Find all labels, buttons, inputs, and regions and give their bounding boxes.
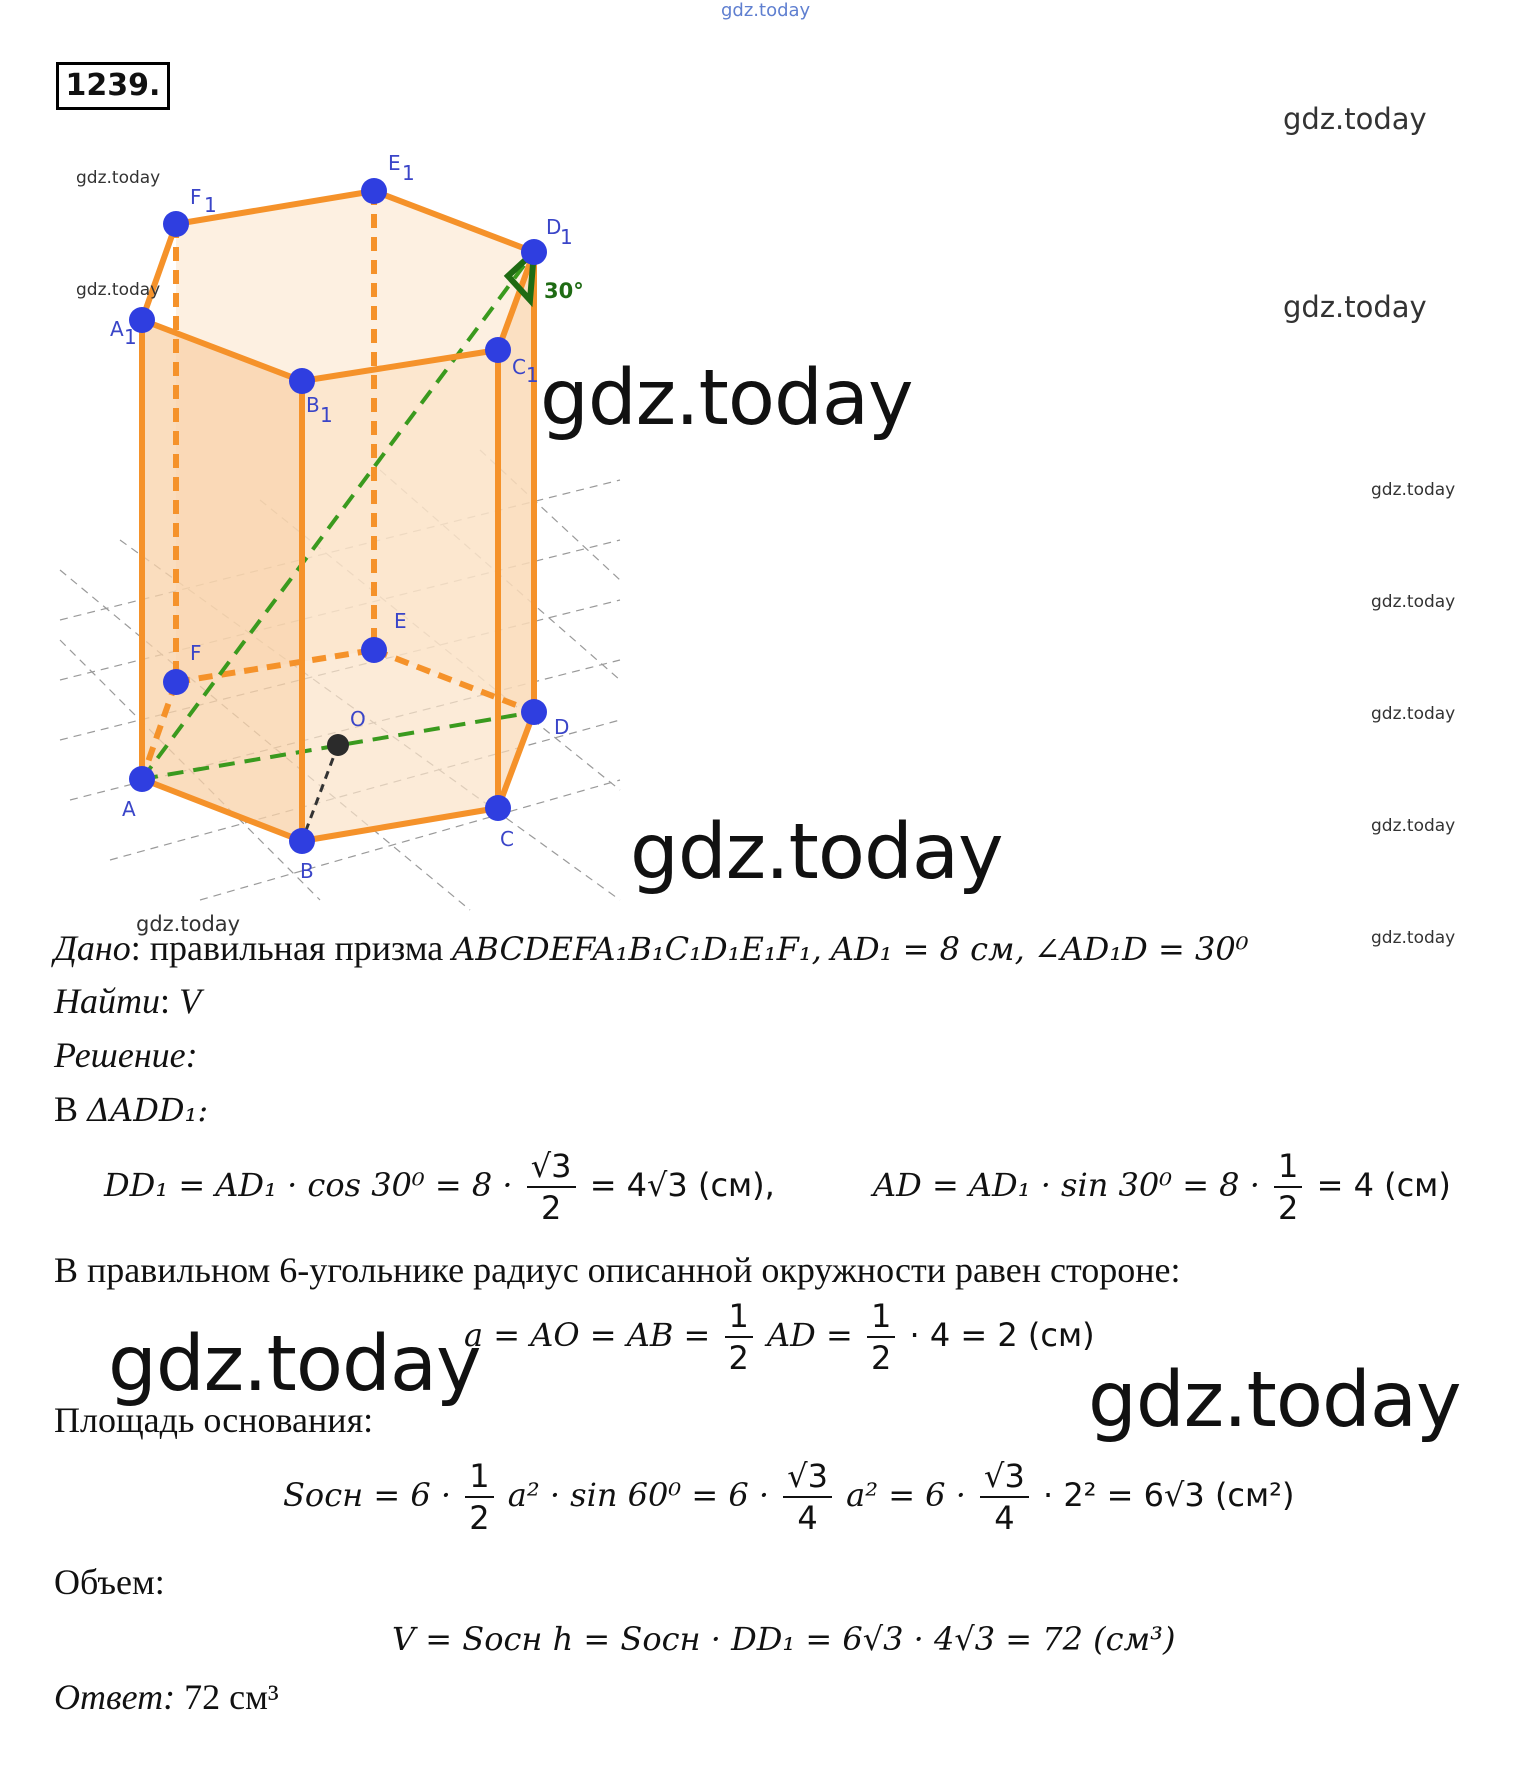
- angle-label: 30°: [544, 279, 584, 303]
- svg-text:F: F: [190, 641, 202, 665]
- eq5: V = Sосн h = Sосн · DD₁ = 6√3 · 4√3 = 72 (см³): [392, 1620, 1176, 1658]
- watermark-top: gdz.today: [721, 0, 811, 21]
- prism-face-front-left: [142, 320, 302, 841]
- base-area-label: Площадь основания:: [54, 1400, 374, 1440]
- given-ad1: AD₁ = 8 см,: [830, 930, 1025, 968]
- solution-label: Решение:: [54, 1035, 198, 1075]
- svg-text:O: O: [350, 707, 366, 731]
- svg-text:1: 1: [204, 193, 217, 217]
- watermark-large: gdz.today: [540, 354, 913, 443]
- watermark: gdz.today: [1283, 102, 1427, 136]
- find-line: Найти: V: [54, 981, 202, 1021]
- svg-text:1: 1: [124, 325, 137, 349]
- svg-text:E: E: [394, 609, 407, 633]
- given-line: Дано: правильная призма ABCDEFA₁B₁C₁D₁E₁F₁, AD₁ = 8 см, ∠AD₁D = 30⁰: [54, 928, 1249, 968]
- watermark: gdz.today: [1371, 592, 1456, 612]
- watermark: gdz.today: [1371, 480, 1456, 500]
- svg-text:1: 1: [560, 225, 573, 249]
- svg-text:E: E: [388, 151, 401, 175]
- triangle-prefix: В: [54, 1089, 79, 1129]
- svg-text:C: C: [512, 355, 526, 379]
- watermark: gdz.today: [1371, 816, 1456, 836]
- triangle-line: [54, 1089, 208, 1130]
- svg-text:1: 1: [526, 363, 539, 387]
- svg-text:1: 1: [402, 161, 415, 185]
- svg-text:B: B: [300, 859, 314, 883]
- svg-text:1: 1: [320, 403, 333, 427]
- svg-text:A: A: [122, 797, 136, 821]
- given-prism: ABCDEFA₁B₁C₁D₁E₁F₁,: [452, 930, 822, 968]
- eq2: AD = AD₁ · sin 30⁰ = 8 · $\frac{1}{2}$ = 4 (см): [873, 1147, 1451, 1227]
- volume-label: Объем:: [54, 1562, 165, 1602]
- eq1: DD₁ = AD₁ · cos 30⁰ = 8 · $\frac{√3}{2}$ = 4√3 (см),: [104, 1147, 775, 1227]
- find-label: Найти: [54, 981, 160, 1021]
- given-angle: ∠AD₁D = 30⁰: [1033, 930, 1249, 968]
- svg-text:F: F: [190, 185, 202, 209]
- center-o: [327, 734, 349, 756]
- eq3: a = AO = AB = $\frac{1}{2}$ AD = $\frac{1}{2}$ · 4 = 2 (см): [464, 1297, 1095, 1377]
- find-value: V: [179, 981, 202, 1021]
- svg-text:D: D: [554, 715, 570, 739]
- watermark-large: gdz.today: [1088, 1356, 1461, 1445]
- svg-text:D: D: [546, 215, 562, 239]
- watermark-large: gdz.today: [630, 808, 1003, 897]
- svg-text:A: A: [110, 317, 124, 341]
- watermark: gdz.today: [1371, 928, 1456, 948]
- watermark: gdz.today: [76, 280, 161, 300]
- watermark: gdz.today: [1283, 290, 1427, 324]
- triangle-name: ΔADD₁:: [87, 1091, 209, 1129]
- watermark: gdz.today: [136, 912, 241, 936]
- given-label: Дано: [54, 928, 131, 968]
- hexagon-statement: В правильном 6-угольнике радиус описанной окружности равен стороне:: [54, 1250, 1181, 1290]
- given-text: правильная призма: [149, 928, 444, 968]
- prism-figure: [0, 0, 700, 960]
- answer-label: Ответ:: [54, 1677, 176, 1717]
- problem-number: 1239.: [56, 62, 170, 110]
- watermark: gdz.today: [1371, 704, 1456, 724]
- answer-line: [54, 1677, 279, 1717]
- answer-value: 72 см³: [184, 1677, 279, 1717]
- svg-text:B: B: [306, 393, 320, 417]
- eq4: Sосн = 6 · $\frac{1}{2}$ a² · sin 60⁰ = 6 · $\frac{√3}{4}$ a² = 6 · $\frac{√3}{4}$ · 2² = 6√3 (см²): [283, 1457, 1295, 1537]
- watermark-large: gdz.today: [108, 1320, 481, 1409]
- svg-text:C: C: [500, 827, 514, 851]
- watermark: gdz.today: [76, 168, 161, 188]
